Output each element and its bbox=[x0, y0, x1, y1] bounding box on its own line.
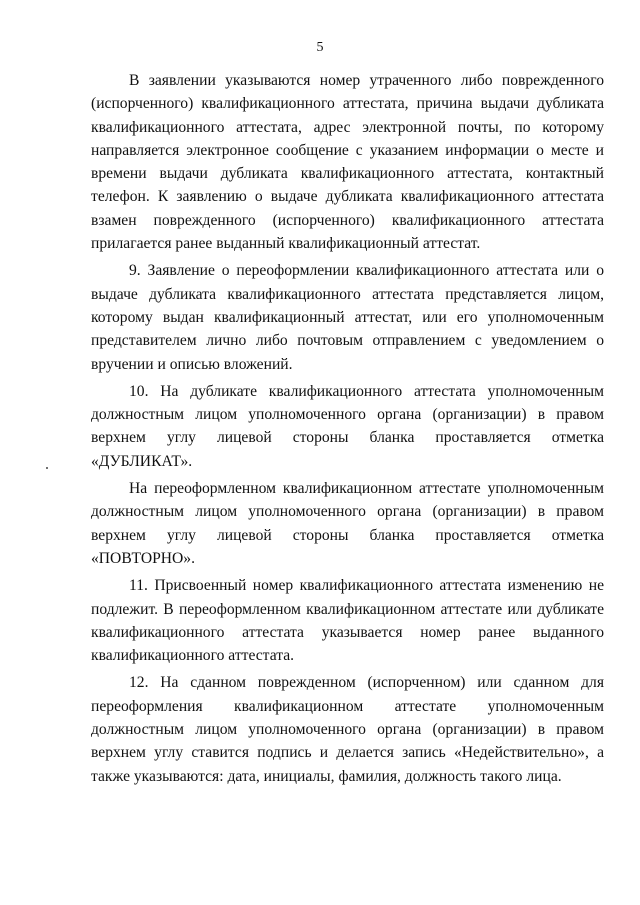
paragraph-reissued-mark: На переоформленном квалификационном аттестате уполномоченным должностным лицом уполномоченного органа (организации) в правом верхнем углу лицевой стороны бланка проставляется отметка «ПОВТОРНО». bbox=[91, 480, 604, 567]
paragraph-9: 9. Заявление о переоформлении квалификационного аттестата или о выдаче дубликата квалификационного аттестата представляется лицом, которому выдан квалификационный аттестат, или его уполномоченным представителем лично либо почтовым отправлением с уведомлением о вручении и описью вложений. bbox=[91, 262, 604, 373]
scan-dot-mark bbox=[46, 467, 48, 469]
document-body bbox=[91, 69, 604, 788]
paragraph-12: 12. На сданном поврежденном (испорченном) или сданном для переоформления квалификационном аттестате уполномоченным должностным лицом уполномоченного органа (организации) в правом верхнем углу ставится подпись и делается запись «Недействительно», а также указываются: дата, инициалы, фамилия, должность такого лица. bbox=[91, 674, 604, 785]
paragraph-10: 10. На дубликате квалификационного аттестата уполномоченным должностным лицом уполномоченного органа (организации) в правом верхнем углу лицевой стороны бланка проставляется отметка «ДУБЛИКАТ». bbox=[91, 382, 604, 470]
paragraph-application-contents: В заявлении указываются номер утраченного либо поврежденного (испорченного) квалификационного аттестата, причина выдачи дубликата квалификационного аттестата, адрес электронной почты, по которому направляется электронное сообщение с указанием информации о месте и времени выдачи дубликата квалификационного аттестата, контактный телефон. К заявлению о выдаче дубликата квалификационного аттестата взамен поврежденного (испорченного) квалификационного аттестата прилагается ранее выданный квалификационный аттестат. bbox=[91, 72, 604, 253]
paragraph-11: 11. Присвоенный номер квалификационного аттестата изменению не подлежит. В переоформленном квалификационном аттестате или дубликате квалификационного аттестата указывается номер ранее выданного квалификационного аттестата. bbox=[91, 577, 604, 665]
page-number: 5 bbox=[316, 40, 324, 55]
